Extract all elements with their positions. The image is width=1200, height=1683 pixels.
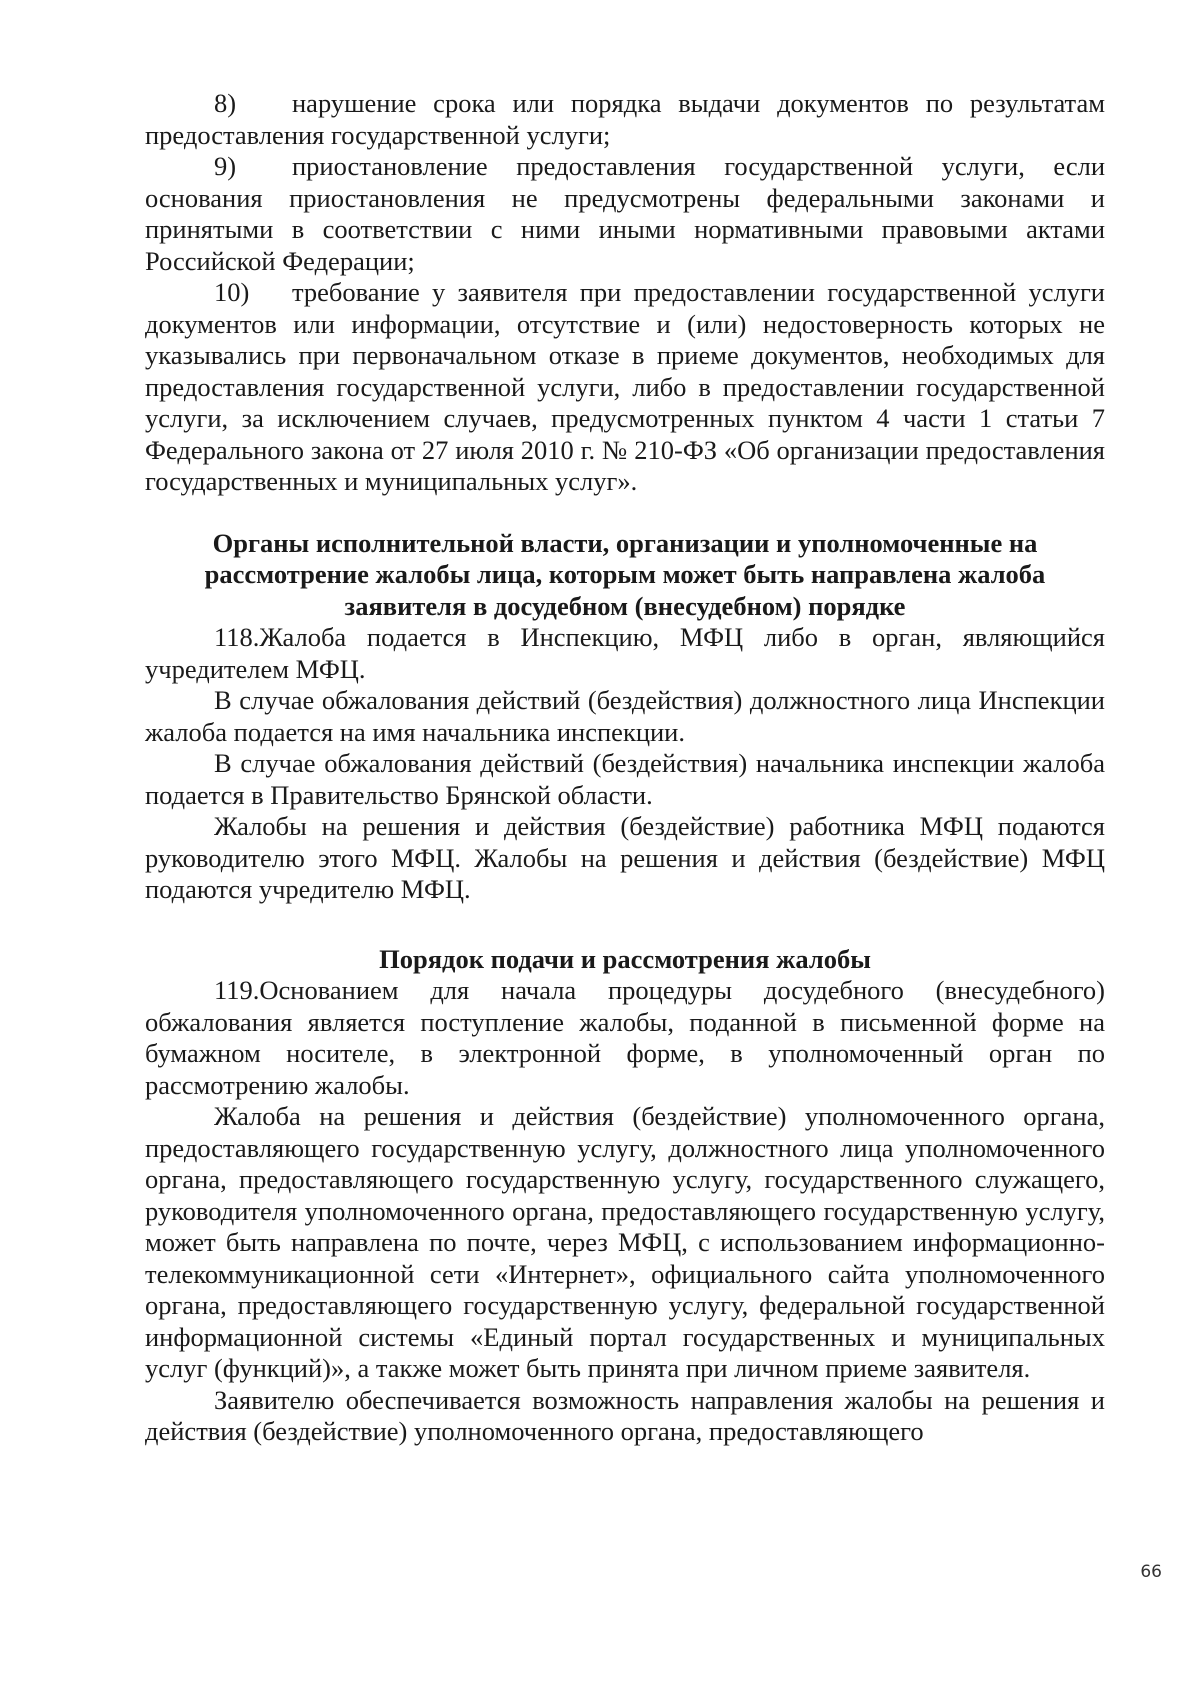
paragraph: В случае обжалования действий (бездействия) начальника инспекции жалоба подается в Правительство Брянской области. — [145, 748, 1105, 810]
paragraph: 118.Жалоба подается в Инспекцию, МФЦ либо в орган, являющийся учредителем МФЦ. — [145, 622, 1105, 684]
section-heading-complaint-bodies: Органы исполнительной власти, организации и уполномоченные на рассмотрение жалобы лица, которым может быть направлена жалоба заявителя в досудебном (внесудебном) порядке — [204, 527, 1046, 621]
list-item-9 — [145, 151, 1105, 277]
paragraph: Жалоба на решения и действия (бездействие) уполномоченного органа, предоставляющего государственную услугу, должностного лица уполномоченного органа, предоставляющего государственную услугу, государственного служащего, руководителя уполномоченного органа, предоставляющего государственную услугу, может быть направлена по почте, через МФЦ, с использованием информационно-телекоммуникационной сети «Интернет», официального сайта уполномоченного органа, предоставляющего государственную услугу, федеральной государственной информационной системы «Единый портал государственных и муниципальных услуг (функций)», а также может быть принята при личном приеме заявителя. — [145, 1101, 1105, 1383]
section-spacer — [145, 498, 1105, 528]
list-item-8 — [145, 88, 1105, 151]
list-item-10 — [145, 277, 1105, 498]
document-page — [145, 88, 1105, 1448]
list-item-text: нарушение срока или порядка выдачи документов по результатам предоставления государственной услуги; — [145, 88, 1105, 150]
paragraph: Заявителю обеспечивается возможность направления жалобы на решения и действия (бездействие) уполномоченного органа, предоставляющего — [145, 1384, 1105, 1446]
list-item-text: требование у заявителя при предоставлении государственной услуги документов или информации, отсутствие и (или) недостоверность которых не указывались при первоначальном отказе в приеме документов, необходимых для предоставления государственной услуги, либо в предоставлении государственной услуги, за исключением случаев, предусмотренных пунктом 4 части 1 статьи 7 Федерального закона от 27 июля 2010 г. № 210-ФЗ «Об организации предоставления государственных и муниципальных услуг». — [145, 277, 1105, 496]
paragraph: Жалобы на решения и действия (бездействие) работника МФЦ подаются руководителю этого МФЦ. Жалобы на решения и действия (бездействие) МФЦ подаются учредителю МФЦ. — [145, 811, 1105, 904]
list-item-number: 9) — [214, 151, 237, 181]
list-item-text: приостановление предоставления государственной услуги, если основания приостановления не предусмотрены федеральными законами и принятыми в соответствии с ними иными нормативными правовыми актами Российской Федерации; — [145, 151, 1105, 276]
list-item-number: 8) — [214, 88, 237, 118]
paragraph: 119.Основанием для начала процедуры досудебного (внесудебного) обжалования является поступление жалобы, поданной в письменной форме на бумажном носителе, в электронной форме, в уполномоченный орган по рассмотрению жалобы. — [145, 975, 1105, 1100]
section-spacer — [145, 906, 1105, 944]
page-number: 66 — [1140, 1562, 1162, 1582]
list-item-number: 10) — [214, 277, 250, 307]
paragraph: В случае обжалования действий (бездействия) должностного лица Инспекции жалоба подается на имя начальника инспекции. — [145, 685, 1105, 747]
section-heading-complaint-procedure: Порядок подачи и рассмотрения жалобы — [379, 943, 871, 974]
